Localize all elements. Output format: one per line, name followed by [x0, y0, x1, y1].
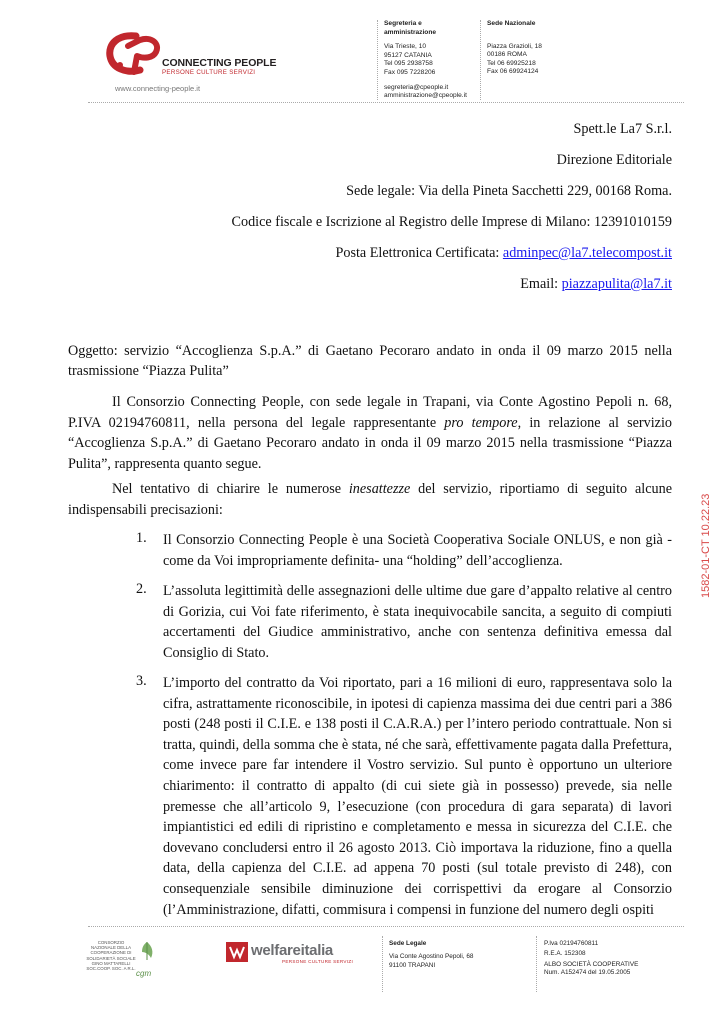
- legal-title: Sede Legale: [389, 940, 427, 947]
- footer-divider: [382, 936, 383, 992]
- header-rule: [88, 102, 684, 103]
- office-title: Segreteria e: [384, 20, 422, 27]
- recipient-line: Sede legale: Via della Pineta Sacchetti 229, 00168 Roma.: [346, 183, 672, 199]
- list-number: 1.: [136, 530, 147, 546]
- list-item: L’importo del contratto da Voi riportato, pari a 16 milioni di euro, rappresentava solo la cifra, astrattamente riconoscibile, in ipotesi di capienza massima dei due centri pari a 386 posti (248 posti il C.I.E. e 138 posti il C.A.R.A.) per l’intero periodo contrattuale. Non si tratta, quindi, della somma che è stata, né che sarà, effettivamente pagata dalla Prefettura, come invece pare far intendere il Vostro servizio. Sul punto è opportuno un ulteriore chiarimento: il contratto di appalto (di cui siete già in possesso) prevede, sia nelle premesse che all’articolo 9, l’esecuzione (con procedura di gara separata) di lavori impiantistici ed edili di ripristino e completamento e messa in sicurezza del C.I.E. che dovevano concludersi entro il 26 agosto 2013. Ciò importava la riduzione, fino a quella data, della capienza del C.I.E. ad appena 70 posti (sul totale previsto di 248), con consequenziale sensibile diminuzione dei corrispettivi da erogare al Consorzio (l’Amministrazione, difatti, commisura i compensi in funzione del numero degli ospiti: [163, 675, 672, 918]
- office-email: segreteria@cpeople.it: [384, 83, 449, 91]
- office-address: 00186 ROMA: [487, 51, 527, 59]
- para-text: , in relazione al servizio “Accoglienza S.p.A.” di Gaetano Pecoraro andato in onda il 09 marzo 2015 nella trasmissione “Piazza Pulita”, rappresenta quanto segue.: [68, 414, 672, 472]
- welfare-name: welfareitalia: [251, 942, 333, 959]
- header-divider: [377, 20, 378, 100]
- header-divider: [480, 20, 481, 100]
- paragraph-intro: [68, 392, 672, 474]
- office-roma: [487, 20, 542, 77]
- subject-line: trasmissione “Piazza Pulita”: [68, 363, 229, 379]
- recipient-email: [520, 276, 672, 293]
- pec-label: Posta Elettronica Certificata:: [335, 245, 503, 261]
- legal-address: 91100 TRAPANI: [389, 961, 436, 969]
- recipient-line: Codice fiscale e Iscrizione al Registro delle Imprese di Milano: 12391010159: [231, 214, 672, 230]
- para-text: Nel tentativo di chiarire le numerose: [112, 481, 349, 497]
- albo: ALBO SOCIETÀ COOPERATIVE: [544, 960, 639, 968]
- office-address: Piazza Grazioli, 18: [487, 42, 542, 50]
- recipient-line: Spett.le La7 S.r.l.: [573, 121, 672, 137]
- email-link[interactable]: piazzapulita@la7.it: [561, 276, 672, 292]
- office-fax: Fax 06 69924124: [487, 68, 539, 76]
- recipient-pec: [335, 245, 672, 262]
- cgm-logo-icon: [136, 940, 158, 978]
- brand-url: www.connecting-people.it: [115, 84, 201, 93]
- pec-link[interactable]: adminpec@la7.telecompost.it: [502, 245, 672, 261]
- para-italic: inesattezze: [348, 481, 411, 497]
- office-title: Sede Nazionale: [487, 20, 536, 27]
- legal-address: Via Conte Agostino Pepoli, 68: [389, 953, 474, 961]
- office-catania: [384, 20, 467, 101]
- list-number: 2.: [136, 581, 147, 597]
- para-italic: pro tempore: [444, 414, 518, 431]
- office-fax: Fax 095 7228206: [384, 68, 436, 76]
- para-text: Il Consorzio Connecting People, con sede legale in Trapani, via Conte Agostino Pepoli n. 68, P.IVA 02194760811, nella persona del legale rappresentante: [68, 394, 672, 431]
- brand-name: CONNECTING PEOPLE: [162, 57, 277, 69]
- paragraph-clarify: [68, 479, 672, 520]
- footer-divider: [536, 936, 537, 992]
- footer-rule: [88, 926, 684, 927]
- office-address: Via Trieste, 10: [384, 43, 427, 51]
- office-tel: Tel 095 2938758: [384, 60, 433, 68]
- list-item: L’assoluta legittimità delle assegnazioni delle ultime due gare d’appalto relative al centro di Gorizia, cui Voi fate riferimento, è stata inequivocabile sancita, a seguito di compiuti accertamenti del Giudice amministrativo, anche con sentenza definitiva emessa dal Consiglio di Stato.: [163, 583, 672, 661]
- piva: P.Iva 02194760811: [544, 940, 599, 947]
- rea: R.E.A. 152308: [544, 950, 586, 958]
- company-registry: [544, 940, 638, 978]
- cgm-mark: cgm: [136, 969, 152, 978]
- legal-office: [389, 940, 473, 970]
- connecting-people-logo-icon: [106, 32, 164, 83]
- welfare-tagline: PERSONE CULTURE SERVIZI: [282, 959, 354, 964]
- consortium-text: CONSORZIO NAZIONALE DELLA COOPERAZIONE DI SOLIDARIETÀ SOCIALE GINO MATTARELLI SOC.COOP. SOC. A R.L.: [86, 940, 136, 972]
- email-label: Email:: [520, 276, 562, 292]
- office-address: 95127 CATANIA: [384, 51, 432, 59]
- welfare-logo-icon: [226, 942, 248, 962]
- list-item: Il Consorzio Connecting People è una Società Cooperativa Sociale ONLUS, e non già - come da Voi impropriamente definita- una “holding” dell’accoglienza.: [163, 532, 672, 569]
- protocol-stamp: 1582-01-CT 10.22.23: [700, 493, 712, 598]
- para-text: del servizio, riportiamo di seguito alcune indispensabili precisazioni:: [68, 481, 672, 518]
- office-tel: Tel 06 69925218: [487, 59, 536, 67]
- recipient-line: Direzione Editoriale: [556, 152, 672, 168]
- brand-tagline: PERSONE CULTURE SERVIZI: [162, 69, 256, 76]
- office-title: amministrazione: [384, 28, 437, 36]
- subject-line: Oggetto: servizio “Accoglienza S.p.A.” di Gaetano Pecoraro andato in onda il 09 marzo 2015 nella: [68, 343, 672, 359]
- albo: Num. A152474 del 19.05.2005: [544, 969, 631, 977]
- office-email: amministrazione@cpeople.it: [384, 92, 467, 100]
- list-number: 3.: [136, 673, 147, 689]
